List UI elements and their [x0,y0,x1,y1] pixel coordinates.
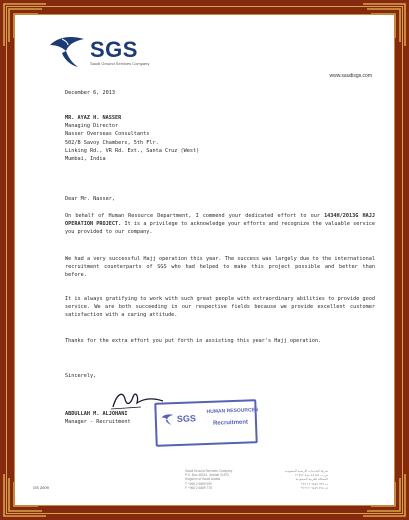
salutation: Dear Mr. Nasser, [65,196,115,202]
footer-line: ف ٧٧٨ ٦٨٨٩ ٢ ٩٦٦+ [300,485,329,490]
paragraph-1-end: It is a privilege to acknowledge your efforts and recognize the valuable service you provided to our company. [65,221,375,236]
footer-line: شركة الخدمات الأرضية السعودية [285,469,329,473]
paragraph-4: Thanks for the extra effort you put forth in assisting this year's Hajj operation. [65,338,322,344]
footer-line: المملكة العربية السعودية [295,477,329,482]
recipient-city: Mumbai, India [65,156,106,163]
stamp-department: HUMAN RESOURCES [206,407,259,415]
paragraph-1-start: On behalf of Human Resource Department, I commend your dedicated effort to our [65,213,325,219]
signer-title: Manager - Recruitment [65,419,131,426]
footer-line: P.O. Box 48154, Jeddah 21572 [185,473,230,478]
closing: Sincerely, [65,373,97,379]
sgs-logo [48,33,168,73]
recipient-address [65,114,375,163]
falcon-icon [48,33,88,69]
recipient-address-line1: 502/B Savoy Chambers, 5th Flr. [65,139,159,146]
footer-line: ص.ب ٤٨١٥٤ جدة ٢١٥٧٢ [295,473,329,478]
logo-wordmark: SGS [90,37,138,62]
paragraph-2: We had a very successful Hajj operation this year. The success was largely due to the international recruitment counterparts of SGS who had helped to make this project possible and better than before. [65,256,375,279]
footer-arabic [285,469,328,490]
footer-english [185,469,232,490]
stamp-logo: SGS [176,413,197,425]
recipient-name: MR. AYAZ H. NASSER [65,115,122,121]
paragraph-1 [65,212,375,237]
recipient-address-line2: Linking Rd., VR Rd. Ext., Santa Cruz (West) [65,147,200,154]
stamp-section: Recruitment [212,419,249,427]
recipient-company: Nasser Overseas Consultants [65,131,150,138]
logo-subtitle: Saudi Ground Services Company [90,61,150,66]
signer-block [65,410,375,426]
signer-name: ABDULLAH M. ALJOHANI [65,411,128,417]
footer-line: Kingdom of Saudi Arabia [185,477,221,482]
letter-date: December 6, 2013 [65,90,115,96]
letter-page [14,14,395,506]
footer-line: F +966 2 6889 778 [185,485,212,490]
paragraph-3: It is always gratifying to work with such great people with extraordinary abilities to provide good service. We are both succeeding in our respective fields because we provide excellent customer satisfaction with a caring attitude. [65,296,375,319]
document-code: GS 2009 [33,485,49,490]
footer-line: T +966 2 6889 999 [185,481,212,486]
project-name: 1434H/2013G HAJJ OPERATION PROJECT. [65,213,375,228]
recipient-title: Managing Director [65,123,119,130]
website-link[interactable]: www.saudisgs.com [329,73,372,79]
footer-line: Saudi Ground Services Company [185,469,233,473]
footer-line: ت ٩٩٩ ٦٨٨٩ ٢ ٩٦٦+ [300,481,329,486]
